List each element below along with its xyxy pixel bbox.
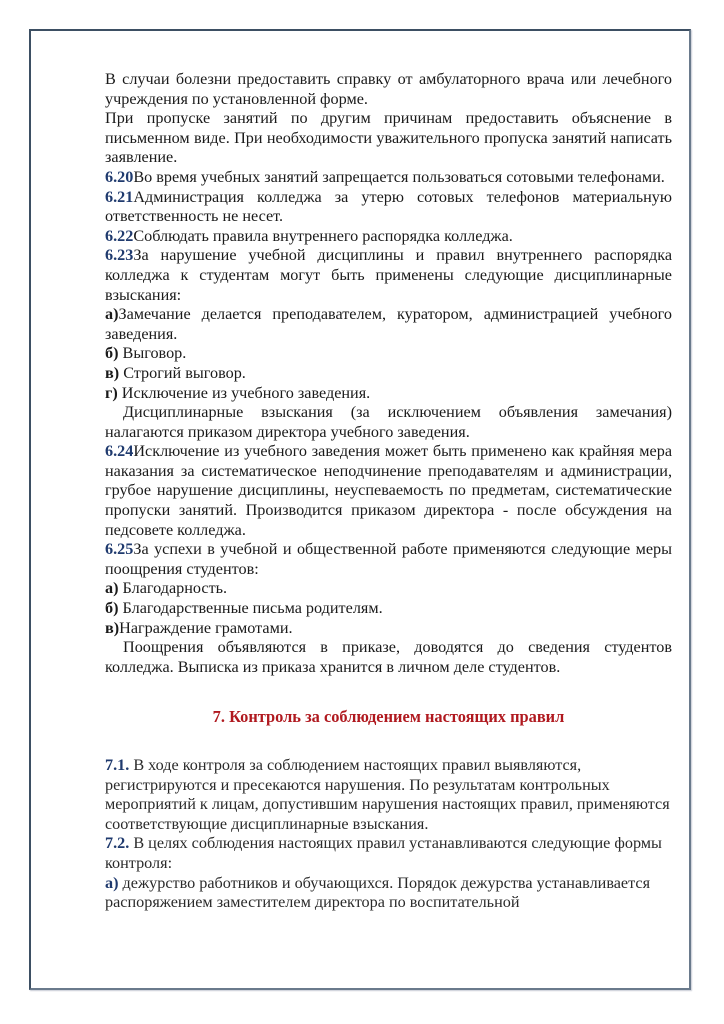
item-6-22 [105, 227, 672, 247]
list-text: Строгий выговор. [119, 363, 246, 382]
control-form-a [105, 874, 672, 913]
list-text: Благодарность. [118, 579, 228, 598]
item-6-25 [105, 540, 672, 579]
item-number: 6.24 [105, 442, 134, 461]
item-6-23 [105, 246, 672, 305]
item-number: 7.2. [105, 834, 130, 853]
item-number: 6.21 [105, 187, 134, 206]
item-7-2 [105, 834, 672, 873]
list-text: Награждение грамотами. [119, 618, 293, 637]
item-number: 6.20 [105, 167, 134, 186]
list-label: а) [105, 873, 119, 892]
list-text: Благодарственные письма родителям. [118, 599, 383, 618]
list-label: б) [105, 599, 119, 618]
item-text: Администрация колледжа за утерю сотовых телефонов материальную ответственность не несет. [105, 187, 672, 226]
list-label: г) [105, 383, 118, 402]
item-text: Исключение из учебного заведения может быть применено как крайняя мера наказания за систематическое неподчинение преподавателям и администрации, грубое нарушение дисциплины, неуспеваемость по предметам, систематические пропуски занятий. Производится приказом директора - после обсуждения на педсовете колледжа. [105, 442, 672, 539]
list-label: в) [105, 618, 120, 637]
spacer [105, 677, 672, 707]
rewards-note: Поощрения объявляются в приказе, доводятся до сведения студентов колледжа. Выписка из приказа хранится в личном деле студентов. [105, 638, 672, 676]
document-body [105, 70, 672, 913]
list-label: в) [105, 363, 120, 382]
item-text: Соблюдать правила внутреннего распорядка колледжа. [133, 226, 513, 245]
spacer [105, 727, 672, 756]
penalty-b [105, 344, 672, 364]
list-text: Исключение из учебного заведения. [117, 383, 371, 402]
list-label: а) [105, 579, 119, 598]
reward-a [105, 579, 672, 599]
item-text: За успехи в учебной и общественной работе применяются следующие меры поощрения студентов: [105, 540, 672, 578]
item-6-21 [105, 188, 672, 227]
section-7-body [105, 756, 672, 913]
penalty-g [105, 384, 672, 404]
item-6-24 [105, 442, 672, 540]
item-number: 6.22 [105, 226, 134, 245]
list-text: дежурство работников и обучающихся. Порядок дежурства устанавливается распоряжением заместителем директора по воспитательной [105, 873, 651, 912]
item-7-1 [105, 756, 672, 834]
item-number: 6.23 [105, 246, 134, 265]
item-6-20 [105, 168, 672, 188]
item-number: 6.25 [105, 540, 134, 559]
item-text: В целях соблюдения настоящих правил устанавливаются следующие формы контроля: [105, 834, 662, 872]
reward-v [105, 619, 672, 639]
penalty-v [105, 364, 672, 384]
paragraph-sick-note: В случаи болезни предоставить справку от амбулаторного врача или лечебного учреждения по установленной форме. [105, 70, 672, 108]
item-text: Во время учебных занятий запрещается пользоваться сотовыми телефонами. [133, 167, 665, 186]
section-7-title: 7. Контроль за соблюдением настоящих правил [212, 707, 565, 727]
list-text: Выговор. [118, 344, 187, 363]
penalty-a [105, 305, 672, 344]
list-label: б) [105, 344, 119, 363]
penalties-note: Дисциплинарные взыскания (за исключением объявления замечания) налагаются приказом директора учебного заведения. [105, 403, 672, 441]
item-number: 7.1. [105, 756, 130, 774]
paragraph-absence-explanation: При пропуске занятий по другим причинам предоставить объяснение в письменном виде. При необходимости уважительного пропуска занятий написать заявление. [105, 109, 672, 167]
list-label: а) [105, 305, 119, 324]
item-text: За нарушение учебной дисциплины и правил внутреннего распорядка колледжа к студентам могут быть применены следующие дисциплинарные взыскания: [105, 246, 672, 304]
reward-b [105, 599, 672, 619]
list-text: Замечание делается преподавателем, куратором, администрацией учебного заведения. [105, 305, 672, 343]
item-text: В ходе контроля за соблюдением настоящих правил выявляются, регистрируются и пресекаются нарушения. По результатам контрольных мероприятий к лицам, допустившим нарушения настоящих правил, применяются соответствующие дисциплинарные взыскания. [105, 756, 670, 833]
